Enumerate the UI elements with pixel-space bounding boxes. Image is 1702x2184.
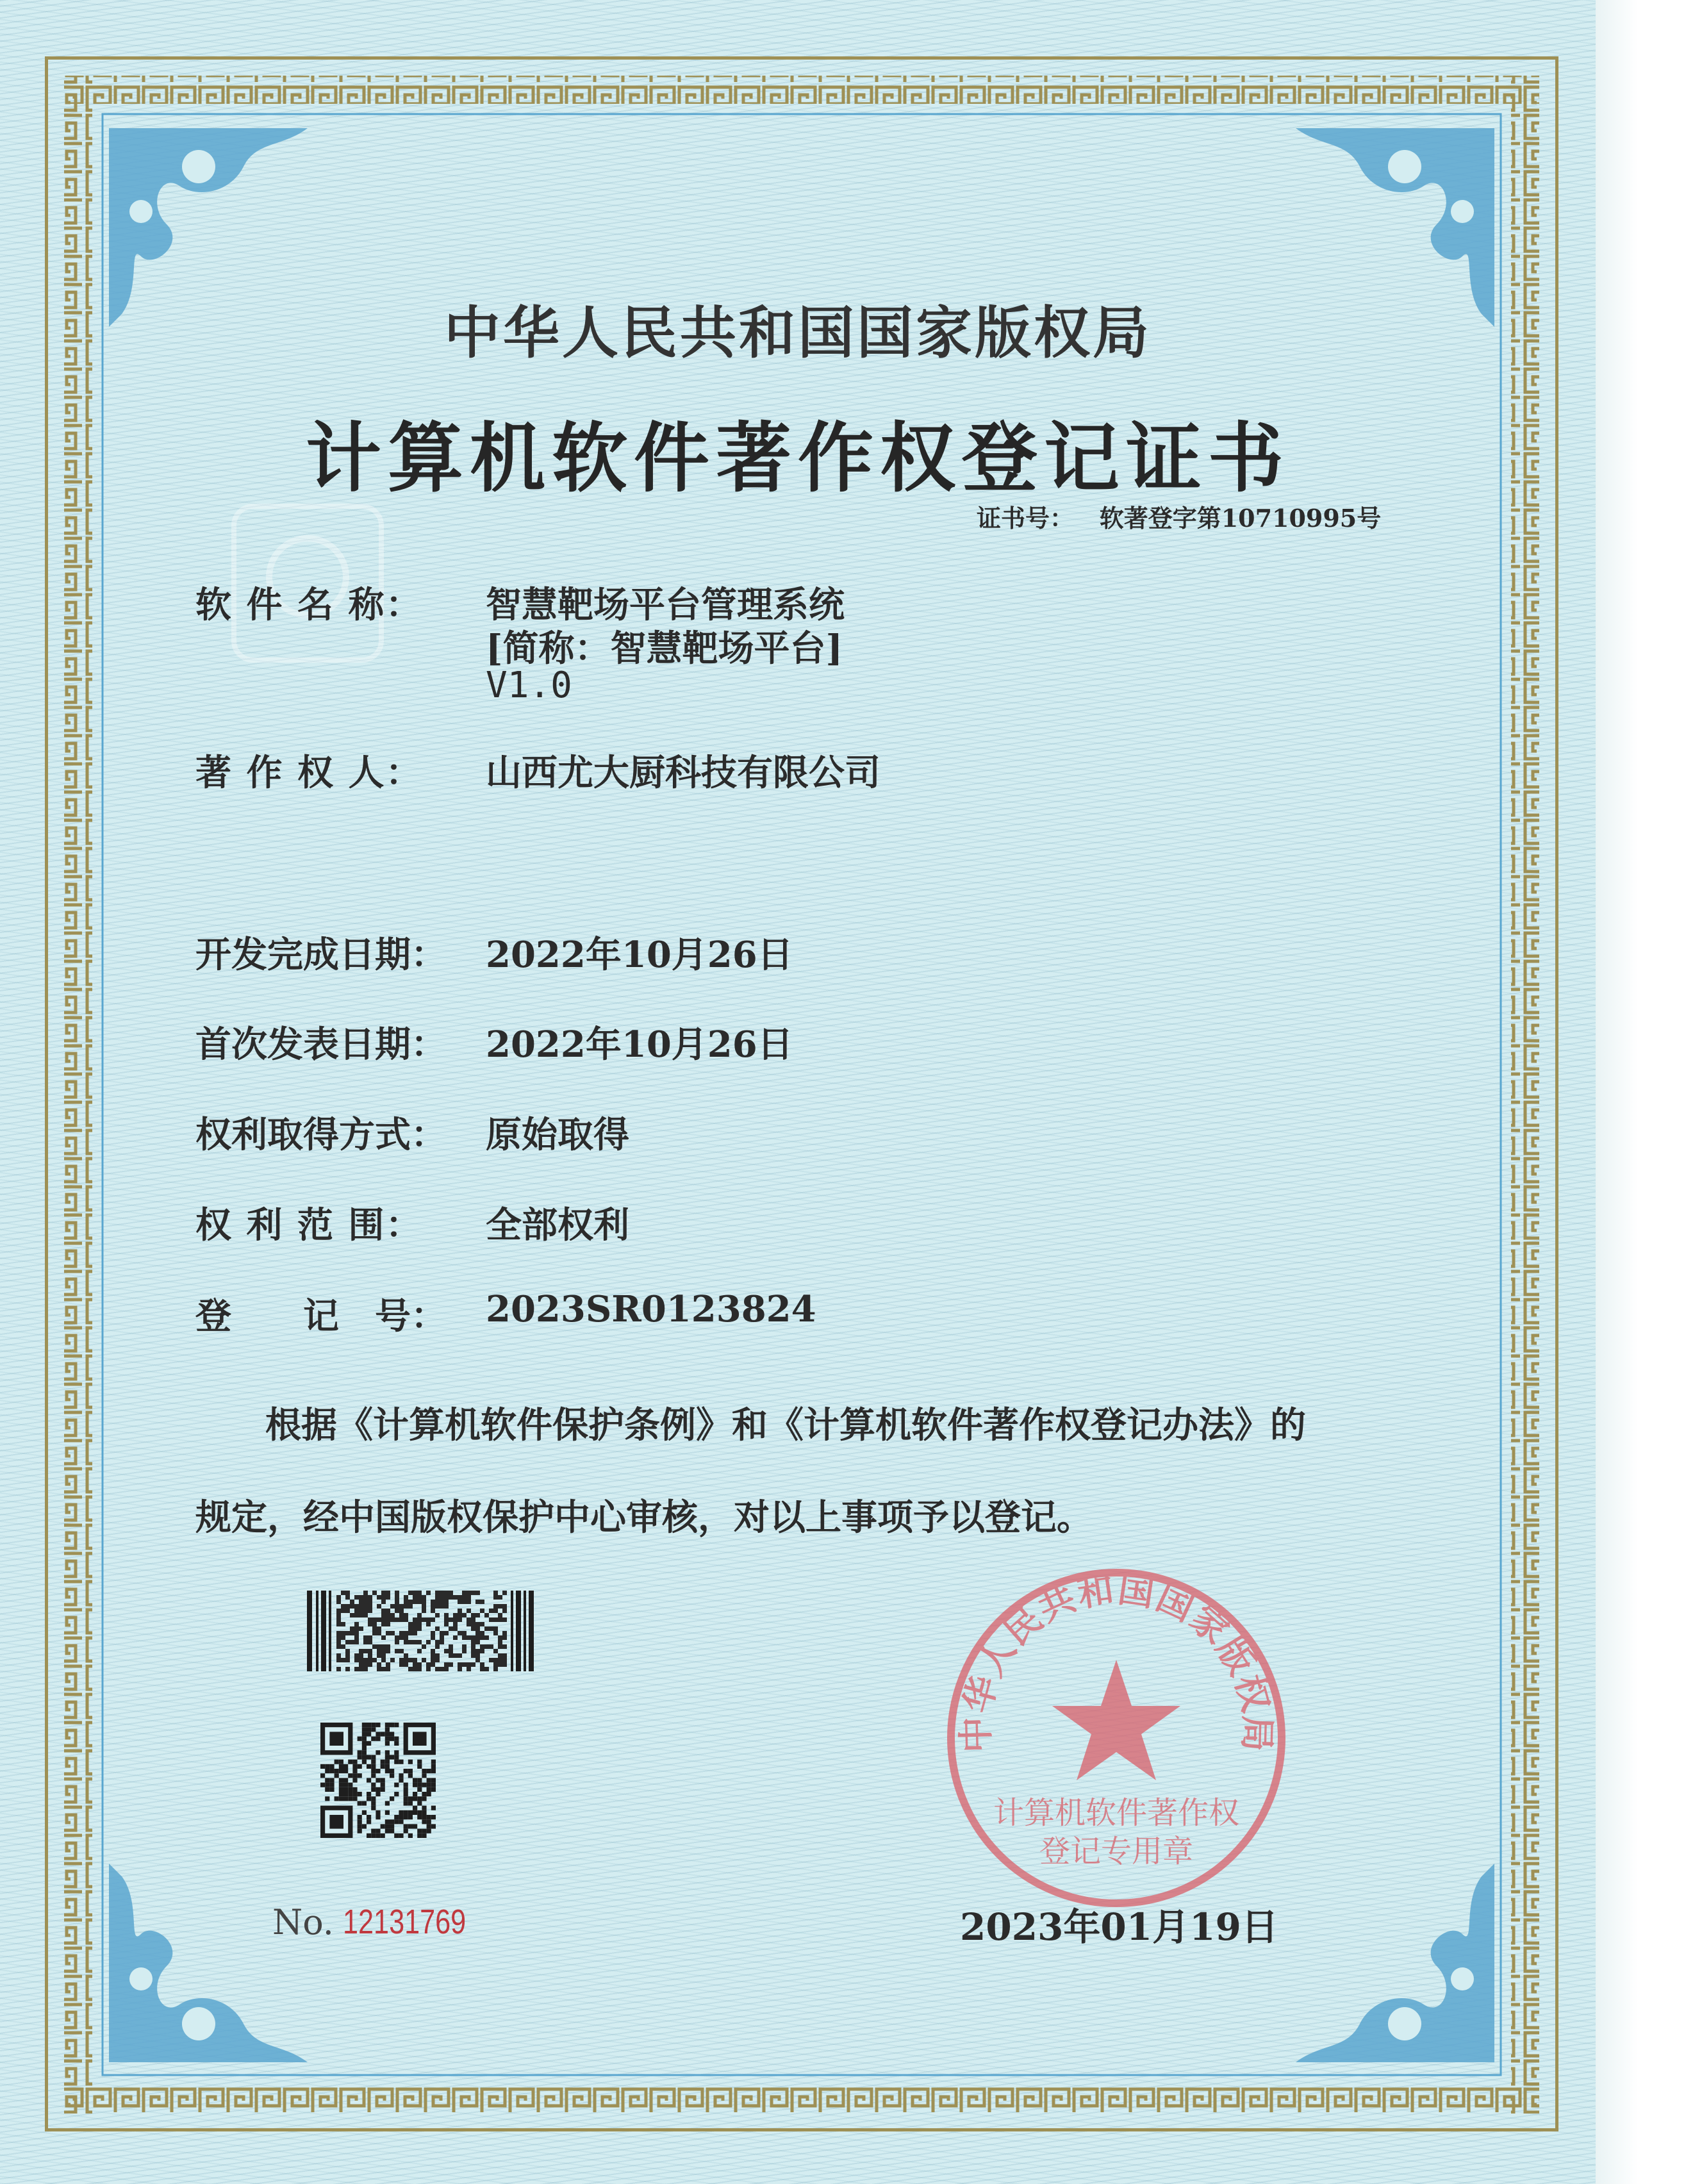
barcode-bar xyxy=(329,1591,331,1671)
label-development-date: 开发完成日期： xyxy=(195,934,447,976)
value-short-name: [简称：智慧靶场平台] xyxy=(486,627,843,670)
barcode xyxy=(307,1591,535,1671)
certificate-title: 计算机软件著作权登记证书 xyxy=(305,413,1290,502)
value-version: V1.0 xyxy=(486,665,572,706)
value-copyright-owner: 山西尤大厨科技有限公司 xyxy=(486,752,880,794)
barcode-bar xyxy=(511,1591,513,1671)
value-software-name: 智慧靶场平台管理系统 xyxy=(486,584,845,626)
label-rights-scope: 权 利 范 围： xyxy=(195,1204,423,1246)
barcode-bar xyxy=(321,1591,326,1671)
value-development-date: 2022年10月26日 xyxy=(486,934,793,976)
barcode-bar xyxy=(516,1591,521,1671)
qr-code xyxy=(320,1723,436,1838)
seal-star-icon xyxy=(1052,1660,1180,1780)
barcode-bar xyxy=(316,1591,318,1671)
serial-number: 12131769 xyxy=(343,1903,467,1941)
serial-prefix: No. xyxy=(272,1902,334,1942)
label-acquisition-method: 权利取得方式： xyxy=(195,1114,447,1156)
value-rights-scope: 全部权利 xyxy=(486,1204,629,1246)
label-first-publication-date: 首次发表日期： xyxy=(195,1023,447,1066)
barcode-bar xyxy=(524,1591,526,1671)
label-software-name: 软 件 名 称： xyxy=(195,584,423,626)
statement-line-2: 规定，经中国版权保护中心审核，对以上事项予以登记。 xyxy=(195,1496,1093,1539)
issue-date: 2023年01月19日 xyxy=(960,1905,1278,1949)
seal-line-2: 登记专用章 xyxy=(1039,1833,1194,1869)
value-registration-number: 2023SR0123824 xyxy=(486,1288,816,1330)
value-first-publication-date: 2022年10月26日 xyxy=(486,1023,793,1066)
official-seal xyxy=(942,1564,1291,1913)
corner-ornament-bottom-right xyxy=(1289,1857,1501,2069)
issuing-authority: 中华人民共和国国家版权局 xyxy=(443,300,1152,366)
value-acquisition-method: 原始取得 xyxy=(486,1114,629,1156)
statement-line-1: 根据《计算机软件保护条例》和《计算机软件著作权登记办法》的 xyxy=(265,1404,1306,1446)
barcode-bar xyxy=(529,1591,534,1671)
label-registration-number: 登 记 号： xyxy=(195,1295,447,1337)
scan-paper-edge xyxy=(1596,0,1702,2184)
certificate-number xyxy=(977,499,1381,534)
certificate-number-label: 证书号： xyxy=(977,504,1075,533)
seal-line-1: 计算机软件著作权 xyxy=(993,1795,1240,1831)
corner-ornament-bottom-left xyxy=(103,1857,314,2069)
label-copyright-owner: 著 作 权 人： xyxy=(195,752,423,794)
certificate-number-value: 软著登字第10710995号 xyxy=(1099,504,1382,533)
barcode-bar xyxy=(307,1591,312,1671)
seal-arc-text: 中华人民共和国国家版权局 xyxy=(955,1568,1278,1753)
